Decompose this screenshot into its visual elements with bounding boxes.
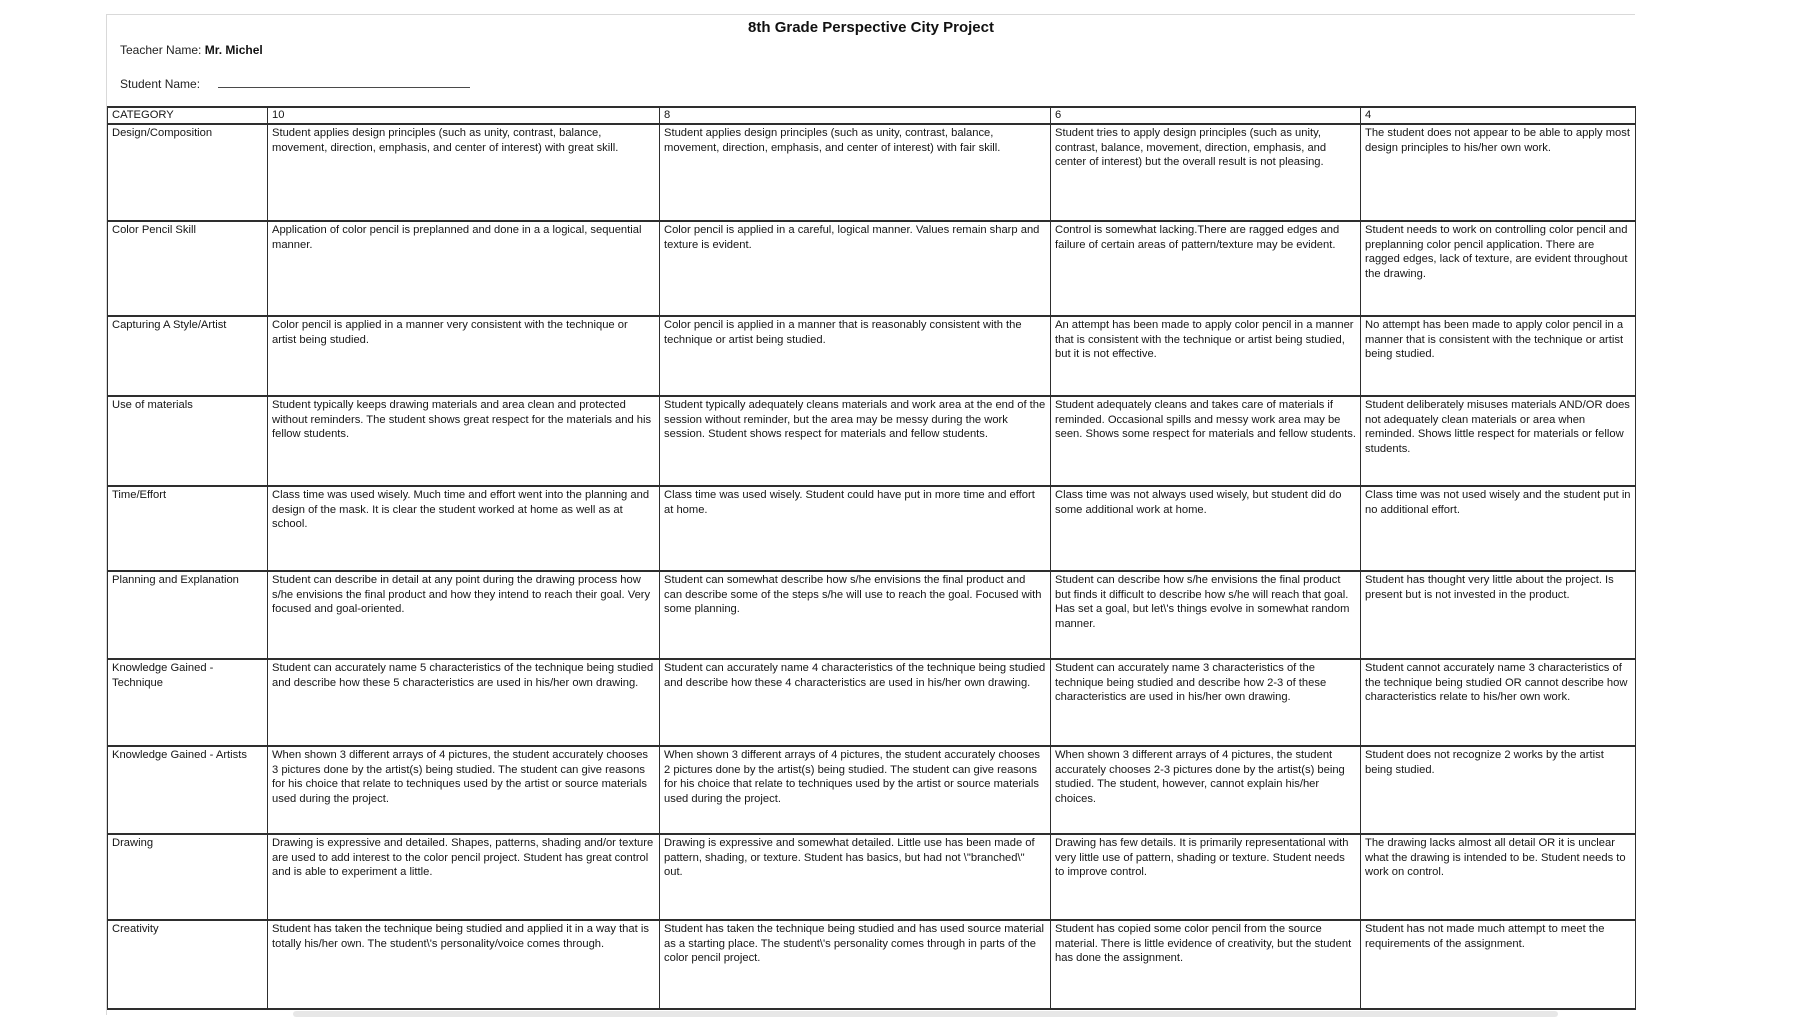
rubric-cell-4: The student does not appear to be able to apply most design principles to his/her own work. xyxy=(1361,124,1636,221)
student-name-label: Student Name: xyxy=(120,77,201,91)
rubric-cell-8: Student typically adequately cleans materials and work area at the end of the session without reminder, but the area may be messy during the work session. Student shows respect for materials and fellow students. xyxy=(660,396,1051,486)
rubric-cell-8: Class time was used wisely. Student could have put in more time and effort at home. xyxy=(660,486,1051,571)
category-cell: Creativity xyxy=(108,920,268,1009)
rubric-cell-10: Class time was used wisely. Much time and effort went into the planning and design of the mask. It is clear the student worked at home as well as at school. xyxy=(268,486,660,571)
rubric-cell-10: Color pencil is applied in a manner very consistent with the technique or artist being studied. xyxy=(268,316,660,396)
rubric-cell-8: Student applies design principles (such as unity, contrast, balance, movement, direction, emphasis, and center of interest) with fair skill. xyxy=(660,124,1051,221)
rubric-cell-10: Drawing is expressive and detailed. Shapes, patterns, shading and/or texture are used to add interest to the color pencil project. Student has great control and is able to experiment a little. xyxy=(268,834,660,920)
column-header-category: CATEGORY xyxy=(108,107,268,124)
rubric-cell-8: Color pencil is applied in a careful, logical manner. Values remain sharp and texture is evident. xyxy=(660,221,1051,316)
column-header-10: 10 xyxy=(268,107,660,124)
rubric-cell-10: Student can accurately name 5 characteristics of the technique being studied and describe how these 5 characteristics are used in his/her own drawing. xyxy=(268,659,660,746)
table-row xyxy=(108,659,1636,746)
rubric-cell-6: Student has copied some color pencil from the source material. There is little evidence of creativity, but the student has done the assignment. xyxy=(1051,920,1361,1009)
category-cell: Use of materials xyxy=(108,396,268,486)
column-header-6: 6 xyxy=(1051,107,1361,124)
rubric-cell-6: When shown 3 different arrays of 4 pictures, the student accurately chooses 2-3 pictures done by the artist(s) being studied. The student, however, cannot explain his/her choices. xyxy=(1051,746,1361,834)
table-row xyxy=(108,221,1636,316)
page-title: 8th Grade Perspective City Project xyxy=(748,19,994,36)
rubric-cell-6: Student can accurately name 3 characteristics of the technique being studied and describe how 2-3 of these characteristics are used in his/her own drawing. xyxy=(1051,659,1361,746)
rubric-cell-10: When shown 3 different arrays of 4 pictures, the student accurately chooses 3 pictures done by the artist(s) being studied. The student can give reasons for his choice that relate to techniques used by the artist or source materials used during the project. xyxy=(268,746,660,834)
rubric-cell-10: Student has taken the technique being studied and applied it in a way that is totally his/her own. The student\'s personality/voice comes through. xyxy=(268,920,660,1009)
teacher-name-value: Mr. Michel xyxy=(204,43,263,57)
table-row xyxy=(108,834,1636,920)
rubric-cell-4: Student needs to work on controlling color pencil and preplanning color pencil application. There are ragged edges, lack of texture, are evident throughout the drawing. xyxy=(1361,221,1636,316)
category-cell: Planning and Explanation xyxy=(108,571,268,659)
rubric-cell-4: Student has not made much attempt to meet the requirements of the assignment. xyxy=(1361,920,1636,1009)
category-cell: Color Pencil Skill xyxy=(108,221,268,316)
rubric-cell-8: Student can accurately name 4 characteristics of the technique being studied and describe how these 4 characteristics are used in his/her own drawing. xyxy=(660,659,1051,746)
table-row xyxy=(108,486,1636,571)
category-cell: Drawing xyxy=(108,834,268,920)
category-cell: Knowledge Gained - Technique xyxy=(108,659,268,746)
rubric-cell-4: The drawing lacks almost all detail OR it is unclear what the drawing is intended to be. Student needs to work on control. xyxy=(1361,834,1636,920)
rubric-cell-8: When shown 3 different arrays of 4 pictures, the student accurately chooses 2 pictures done by the artist(s) being studied. The student can give reasons for his choice that relate to techniques used by the artist or source materials used during the project. xyxy=(660,746,1051,834)
rubric-cell-6: Drawing has few details. It is primarily representational with very little use of pattern, shading or texture. Student needs to improve control. xyxy=(1051,834,1361,920)
teacher-name-label: Teacher Name: xyxy=(120,43,202,57)
rubric-cell-6: Student can describe how s/he envisions the final product but finds it difficult to describe how s/he will reach that goal. Has set a goal, but let\'s things evolve in somewhat random manner. xyxy=(1051,571,1361,659)
rubric-cell-6: Student tries to apply design principles (such as unity, contrast, balance, movement, direction, emphasis, and center of interest) but the overall result is not pleasing. xyxy=(1051,124,1361,221)
rubric-cell-10: Student can describe in detail at any point during the drawing process how s/he envisions the final product and how they intend to reach their goal. Very focused and goal-oriented. xyxy=(268,571,660,659)
table-row xyxy=(108,316,1636,396)
rubric-cell-8: Student has taken the technique being studied and has used source material as a starting place. The student\'s personality comes through in parts of the color pencil project. xyxy=(660,920,1051,1009)
rubric-cell-6: Student adequately cleans and takes care of materials if reminded. Occasional spills and messy work area may be seen. Shows some respect for materials and fellow students. xyxy=(1051,396,1361,486)
student-name-blank xyxy=(218,76,470,88)
rubric-cell-4: Student does not recognize 2 works by the artist being studied. xyxy=(1361,746,1636,834)
rubric-cell-4: Class time was not used wisely and the student put in no additional effort. xyxy=(1361,486,1636,571)
category-cell: Time/Effort xyxy=(108,486,268,571)
rubric-cell-10: Student applies design principles (such as unity, contrast, balance, movement, direction, emphasis, and center of interest) with great skill. xyxy=(268,124,660,221)
table-row xyxy=(108,124,1636,221)
rubric-cell-6: Class time was not always used wisely, but student did do some additional work at home. xyxy=(1051,486,1361,571)
column-header-4: 4 xyxy=(1361,107,1636,124)
rubric-cell-8: Color pencil is applied in a manner that is reasonably consistent with the technique or artist being studied. xyxy=(660,316,1051,396)
table-row xyxy=(108,396,1636,486)
rubric-table-body xyxy=(108,124,1636,1009)
horizontal-scrollbar-thumb[interactable] xyxy=(293,1011,1558,1017)
rubric-cell-4: Student has thought very little about the project. Is present but is not invested in the product. xyxy=(1361,571,1636,659)
rubric-table xyxy=(107,106,1636,1010)
rubric-cell-6: Control is somewhat lacking.There are ragged edges and failure of certain areas of pattern/texture may be evident. xyxy=(1051,221,1361,316)
rubric-cell-4: Student deliberately misuses materials AND/OR does not adequately clean materials or area when reminded. Shows little respect for materials or fellow students. xyxy=(1361,396,1636,486)
rubric-cell-4: No attempt has been made to apply color pencil in a manner that is consistent with the technique or artist being studied. xyxy=(1361,316,1636,396)
table-row xyxy=(108,920,1636,1009)
teacher-name-line xyxy=(120,43,263,57)
category-cell: Design/Composition xyxy=(108,124,268,221)
rubric-cell-10: Application of color pencil is preplanned and done in a a logical, sequential manner. xyxy=(268,221,660,316)
category-cell: Capturing A Style/Artist xyxy=(108,316,268,396)
rubric-cell-6: An attempt has been made to apply color pencil in a manner that is consistent with the technique or artist being studied, but it is not effective. xyxy=(1051,316,1361,396)
document-page xyxy=(106,14,1635,1015)
rubric-cell-10: Student typically keeps drawing materials and area clean and protected without reminders. The student shows great respect for the materials and his fellow students. xyxy=(268,396,660,486)
rubric-cell-4: Student cannot accurately name 3 characteristics of the technique being studied OR cannot describe how characteristics relate to his/her own work. xyxy=(1361,659,1636,746)
rubric-cell-8: Student can somewhat describe how s/he envisions the final product and can describe some of the steps s/he will use to reach the goal. Focused with some planning. xyxy=(660,571,1051,659)
table-row xyxy=(108,571,1636,659)
category-cell: Knowledge Gained - Artists xyxy=(108,746,268,834)
student-name-line xyxy=(120,76,470,91)
table-header-row xyxy=(108,107,1636,124)
rubric-cell-8: Drawing is expressive and somewhat detailed. Little use has been made of pattern, shading, or texture. Student has basics, but had not \"branched\" out. xyxy=(660,834,1051,920)
column-header-8: 8 xyxy=(660,107,1051,124)
table-row xyxy=(108,746,1636,834)
